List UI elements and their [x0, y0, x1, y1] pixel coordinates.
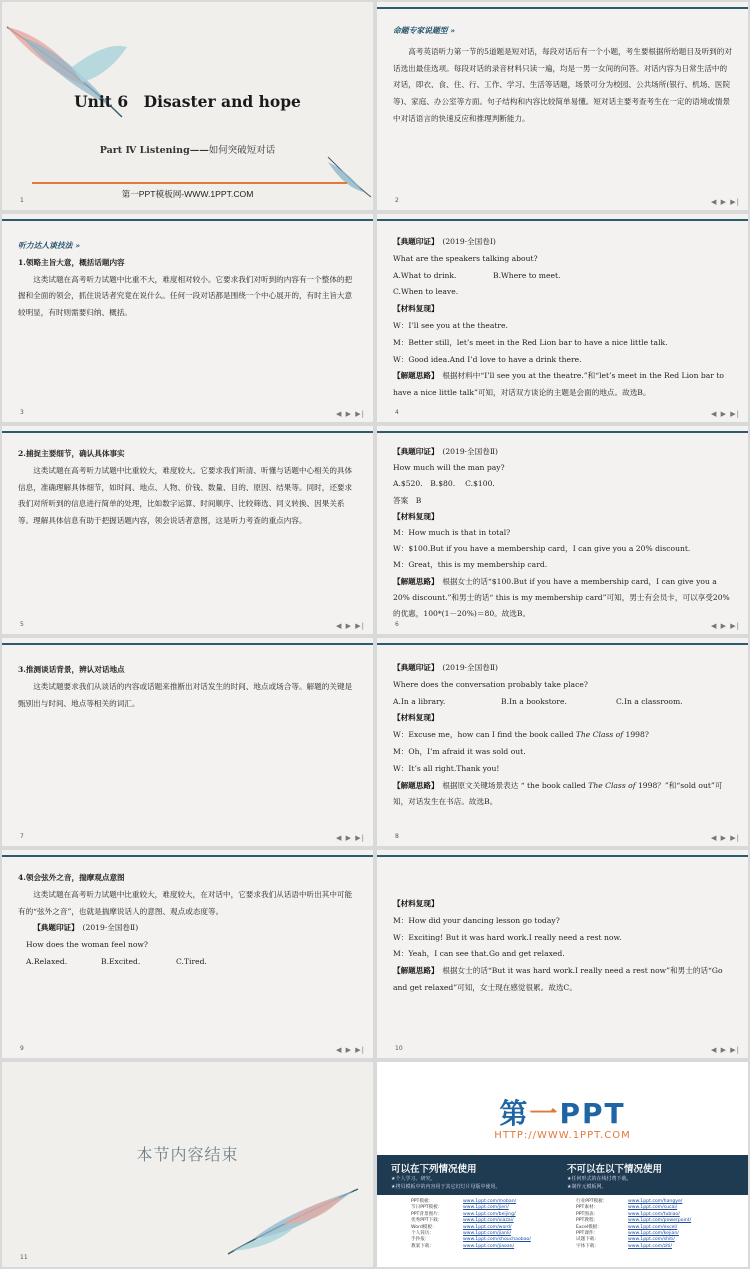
source-label: (2019·全国卷Ⅱ)	[82, 923, 139, 933]
option-a: A.In a library.	[393, 696, 446, 706]
option-c: C.In a classroom.	[616, 696, 683, 706]
page-number: 8	[395, 833, 399, 840]
analysis-text: 根据材料中“I’ll see you at the theatre.”和“let’s meet in the Red Lion bar to have a nice little talk”可知，对话双方谈论的主题是会面的地点。故选B。	[393, 371, 724, 398]
page-nav[interactable]: ◀ ▶ ▶|	[711, 1046, 740, 1054]
analysis	[393, 963, 734, 997]
link-url[interactable]: www.1ppt.com/jieri/	[463, 1205, 509, 1211]
slide-11[interactable]	[2, 1062, 373, 1267]
link-url[interactable]: www.1ppt.com/shouchaobao/	[463, 1237, 531, 1243]
analysis-tag: 【解题思路】	[393, 576, 435, 586]
option-c: C.When to leave.	[393, 287, 459, 297]
dialogue-line: M：How did your dancing lesson go today?	[393, 915, 560, 925]
page-number: 2	[395, 197, 399, 204]
analysis-text: 根据女士的话“$100.But if you have a membership card，I can give you a 20% discount.”和男士的话“ this is my membership card”可知，男士有会员卡，可以享受20%的优惠，100*(1－20%)＝80。故选B。	[393, 576, 730, 619]
dialogue-line: W：$100.But if you have a membership card，I can give you a 20% discount.	[393, 544, 691, 554]
link-url[interactable]: www.1ppt.com/beijing/	[463, 1211, 516, 1217]
link-url[interactable]: www.1ppt.com/jianli/	[463, 1231, 512, 1237]
can-item: ★个人学习、研究。	[391, 1176, 436, 1182]
subtitle-cn: 如何突破短对话	[208, 145, 276, 156]
cannot-title: 不可以在以下情况使用	[567, 1164, 663, 1175]
dialogue-line: M：Great，this is my membership card.	[393, 560, 548, 570]
page-number: 3	[20, 409, 24, 416]
can-item: ★拷贝模板中的内容用于其它幻灯片母版中使用。	[391, 1184, 501, 1190]
page-nav[interactable]: ◀ ▶ ▶|	[336, 834, 365, 842]
slide-subtitle	[2, 142, 373, 156]
slide-5[interactable]	[2, 426, 373, 634]
example-tag	[18, 920, 359, 937]
tag-label: 【典题印证】	[393, 663, 435, 672]
end-title: 本节内容结束	[136, 1145, 239, 1164]
analysis	[393, 368, 734, 402]
logo-part: PPT	[559, 1097, 626, 1130]
top-rule	[2, 219, 373, 221]
link-label: 节日PPT模板：	[411, 1205, 443, 1211]
link-url[interactable]: www.1ppt.com/word/	[463, 1224, 512, 1230]
heading-text: 命题专家说题型	[393, 26, 448, 35]
top-rule	[377, 431, 748, 433]
link-url[interactable]: www.1ppt.com/tubiao/	[628, 1211, 680, 1217]
options: A.$520. B.$80. C.$100.	[393, 479, 495, 489]
top-rule	[377, 643, 748, 645]
slide-8[interactable]	[377, 638, 748, 846]
link-label: 教案下载：	[411, 1243, 434, 1249]
slide-10[interactable]	[377, 850, 748, 1058]
question: Where does the conversation probably take place?	[393, 679, 588, 689]
book-title: The Class of	[575, 730, 624, 740]
link-label: PPT教程：	[576, 1218, 599, 1224]
section-heading: 听力达人谈技法 »	[18, 241, 81, 250]
link-label: PPT图表：	[576, 1211, 599, 1217]
tag-label: 【典题印证】	[393, 237, 435, 246]
link-url[interactable]: www.1ppt.com/kejian/	[628, 1231, 679, 1237]
option-a: A.Relaxed.	[26, 956, 68, 966]
link-url[interactable]: www.1ppt.com/hangye/	[628, 1199, 683, 1204]
link-label: PPT课件：	[576, 1231, 599, 1237]
analysis	[393, 778, 734, 812]
dialogue-line: M：Yeah，I can see that.Go and get relaxed.	[393, 949, 565, 959]
answer: 答案 B	[393, 495, 422, 505]
link-label: PPT背景图片：	[411, 1211, 443, 1217]
page-number: 6	[395, 621, 399, 628]
link-label: 字体下载：	[576, 1243, 599, 1249]
page-nav[interactable]: ◀ ▶ ▶|	[711, 834, 740, 842]
page-number: 10	[395, 1045, 403, 1052]
question: What are the speakers talking about?	[393, 253, 538, 263]
body-text: 这类试题在高考听力试题中比重较大，难度较大。它要求我们听清、听懂与话题中心相关的具体信息，准确理解具体细节，如时间、地点、人物、价钱、数量、目的、原因、结果等。同时，还要求我们对所听到的信息进行简单的处理，比如数字运算、时间顺序、比较筛选、同义转换、因果关系等。理解具体信息有助于把握话题内容，领会说话者意图，这是听力考查的重点内容。	[18, 465, 353, 526]
can-use-column	[391, 1161, 501, 1191]
analysis-text: 根据原文关键场景表达 “ the book called	[434, 780, 589, 790]
analysis	[393, 574, 734, 623]
option-a: A.What to drink.	[393, 270, 457, 280]
page-nav[interactable]: ◀ ▶ ▶|	[336, 1046, 365, 1054]
top-rule	[377, 7, 748, 9]
top-rule	[377, 219, 748, 221]
link-url[interactable]: www.1ppt.com/xiazai/	[463, 1218, 514, 1224]
slide-6[interactable]	[377, 426, 748, 634]
analysis-tag: 【解题思路】	[393, 780, 435, 790]
divider	[32, 182, 347, 184]
options	[393, 694, 734, 711]
material-tag: 【材料复现】	[393, 511, 439, 521]
dialogue-line: W：Exciting! But it was hard work.I really need a rest now.	[393, 932, 622, 942]
dialogue-line: M：Better still，let’s meet in the Red Lion bar to have a nice little talk.	[393, 337, 668, 347]
analysis-tag: 【解题思路】	[393, 966, 435, 976]
cannot-use-column	[567, 1161, 662, 1191]
slide-7[interactable]	[2, 638, 373, 846]
page-nav[interactable]: ◀ ▶ ▶|	[711, 410, 740, 418]
point-heading: 1.领略主旨大意，概括话题内容	[18, 257, 125, 267]
page-number: 9	[20, 1045, 24, 1052]
link-row	[576, 1244, 691, 1250]
options	[26, 954, 359, 971]
point-heading: 2.捕捉主要细节，确认具体事实	[18, 449, 125, 458]
source-label: (2019·全国卷Ⅰ)	[442, 237, 496, 246]
feather-icon	[223, 1179, 363, 1259]
dialogue-line: M：How much is that in total?	[393, 528, 511, 538]
point-heading: 4.领会弦外之音，揣摩观点意图	[18, 873, 125, 882]
link-url[interactable]: www.1ppt.com/shiti/	[628, 1237, 675, 1243]
link-label: 优秀PPT下载：	[411, 1218, 443, 1224]
tag-label: 【典题印证】	[33, 923, 75, 933]
dialogue-line	[393, 727, 734, 744]
link-label: 手抄报：	[411, 1237, 430, 1243]
top-rule	[2, 431, 373, 433]
feather-icon	[2, 22, 142, 132]
link-url[interactable]: www.1ppt.com/moban/	[463, 1199, 517, 1204]
cannot-item: ★制作元模板网。	[567, 1184, 607, 1190]
book-title: The Class of	[588, 780, 636, 790]
analysis-tag: 【解题思路】	[393, 371, 435, 381]
analysis-text: 根据女士的话“But it was hard work.I really need a rest now”和男士的话“Go and get relaxed”可知，女士现在感觉很累。故选C。	[393, 966, 723, 992]
top-rule	[377, 855, 748, 857]
page-number: 1	[20, 197, 24, 204]
page-nav[interactable]: ◀ ▶ ▶|	[336, 410, 365, 418]
top-rule	[2, 643, 373, 645]
material-tag: 【材料复现】	[393, 713, 439, 723]
option-b: B.Excited.	[101, 956, 141, 966]
link-url[interactable]: www.1ppt.com/powerpoint/	[628, 1218, 692, 1224]
page-nav[interactable]: ◀ ▶ ▶|	[336, 622, 365, 630]
links-right	[572, 1197, 695, 1252]
line-text: 1998?	[623, 730, 649, 740]
page-nav[interactable]: ◀ ▶ ▶|	[711, 198, 740, 206]
source-label: (2019·全国卷Ⅱ)	[442, 663, 498, 672]
section-heading: 命题专家说题型 »	[393, 26, 456, 35]
link-label: 行业PPT模板：	[576, 1199, 608, 1204]
example-tag	[393, 444, 734, 460]
tag-label: 【典题印证】	[393, 447, 435, 456]
top-rule	[2, 855, 373, 857]
option-c: C.Tired.	[176, 956, 207, 966]
example-tag	[393, 660, 734, 677]
link-label: PPT模板：	[411, 1199, 434, 1204]
source-label: (2019·全国卷Ⅱ)	[442, 447, 498, 456]
link-row	[411, 1244, 531, 1250]
links-panel	[377, 1195, 748, 1267]
can-title: 可以在下列情况使用	[391, 1164, 477, 1175]
cannot-item: ★任何形式的在线付费下载。	[567, 1176, 632, 1182]
material-tag: 【材料复现】	[393, 899, 439, 908]
option-b: B.In a bookstore.	[501, 696, 567, 706]
brand-logo	[377, 1092, 748, 1132]
links-left	[407, 1197, 535, 1252]
slide-2[interactable]	[377, 2, 748, 210]
usage-band	[377, 1155, 748, 1267]
watermark-text: 第一PPT模板网-WWW.1PPT.COM	[121, 189, 254, 199]
slide-9[interactable]	[2, 850, 373, 1058]
logo-part: 第	[499, 1097, 530, 1130]
slide-1[interactable]	[2, 2, 373, 210]
link-url[interactable]: www.1ppt.com/sucai/	[628, 1205, 678, 1211]
page-nav[interactable]: ◀ ▶ ▶|	[711, 622, 740, 630]
question: How does the woman feel now?	[26, 940, 148, 950]
link-label: 个人简历：	[411, 1231, 434, 1237]
material-tag: 【材料复现】	[393, 304, 439, 314]
option-b: B.Where to meet.	[493, 270, 561, 280]
link-label: Excel模板：	[576, 1224, 602, 1230]
page-number: 11	[20, 1254, 28, 1261]
dialogue-line: W：Good idea.And I’d love to have a drink there.	[393, 354, 582, 364]
dialogue-line: W：I’ll see you at the theatre.	[393, 320, 508, 330]
link-url[interactable]: www.1ppt.com/jiaoan/	[463, 1243, 515, 1249]
point-heading: 3.推测谈话背景，辨认对话地点	[18, 665, 125, 674]
slide-title: Unit 6 Disaster and hope	[74, 92, 301, 111]
site-url[interactable]: HTTP://WWW.1PPT.COM	[494, 1130, 631, 1141]
link-url[interactable]: www.1ppt.com/ziti/	[628, 1243, 672, 1249]
slide-3[interactable]	[2, 214, 373, 422]
page-number: 4	[395, 409, 399, 416]
page-number: 5	[20, 621, 24, 628]
link-label: 试题下载：	[576, 1237, 599, 1243]
slide-4[interactable]	[377, 214, 748, 422]
dialogue-line: W：It’s all right.Thank you!	[393, 763, 500, 773]
example-tag	[393, 234, 734, 251]
question: How much will the man pay?	[393, 463, 505, 473]
link-label: Word模板：	[411, 1224, 437, 1230]
page-number: 7	[20, 833, 24, 840]
line-text: W：Excuse me，how can I find the book called	[393, 730, 576, 740]
body-text: 这类试题要求我们从谈话的内容或话题来推断出对话发生的时间、地点或场合等。解题的关键是甄别出与时间、地点等相关的词汇。	[18, 681, 353, 708]
body-text: 高考英语听力第一节的5道题是短对话，每段对话后有一个小题，考生要根据所给题目及听到的对话选出最佳选项。每段对话的录音材料只读一遍，均是一男一女间的问答。对话内容为日常生活中的对话，即衣、食、住、行、工作、学习、生活等话题，场景可分为校园、公共场所(银行、机场、医院等)、家庭、办公室等方面。句子结构和内容比较简单易懂。短对话主要考查考生在一定的语境或情景中对话语言的快速反应和推理判断能力。	[393, 46, 732, 123]
logo-part: 一	[529, 1097, 560, 1130]
body-text: 这类试题在高考听力试题中比重不大，难度相对较小。它要求我们对听到的内容有一个整体的把握和全面的领会，抓住说话者究竟在说什么。任何一段对话都是围绕一个中心展开的，有时主旨大意较明显，有时则需要归纳、概括。	[18, 274, 353, 318]
link-url[interactable]: www.1ppt.com/excel/	[628, 1224, 678, 1230]
body-text: 这类试题在高考听力试题中比重较大，难度较大，在对话中，它要求我们从话语中听出其中可能有的“弦外之音”，也就是揣摩说话人的意图、观点或态度等。	[18, 889, 353, 916]
heading-text: 听力达人谈技法	[18, 241, 73, 250]
link-label: PPT素材：	[576, 1205, 599, 1211]
analysis-text: 1998？”和“sold out”可知，对话发生在书店。故选B。	[393, 780, 723, 807]
subtitle-part: Part Ⅳ Listening——	[99, 145, 209, 156]
dialogue-line: M：Oh，I’m afraid it was sold out.	[393, 746, 526, 756]
options	[393, 268, 734, 285]
slide-12[interactable]	[377, 1062, 748, 1267]
